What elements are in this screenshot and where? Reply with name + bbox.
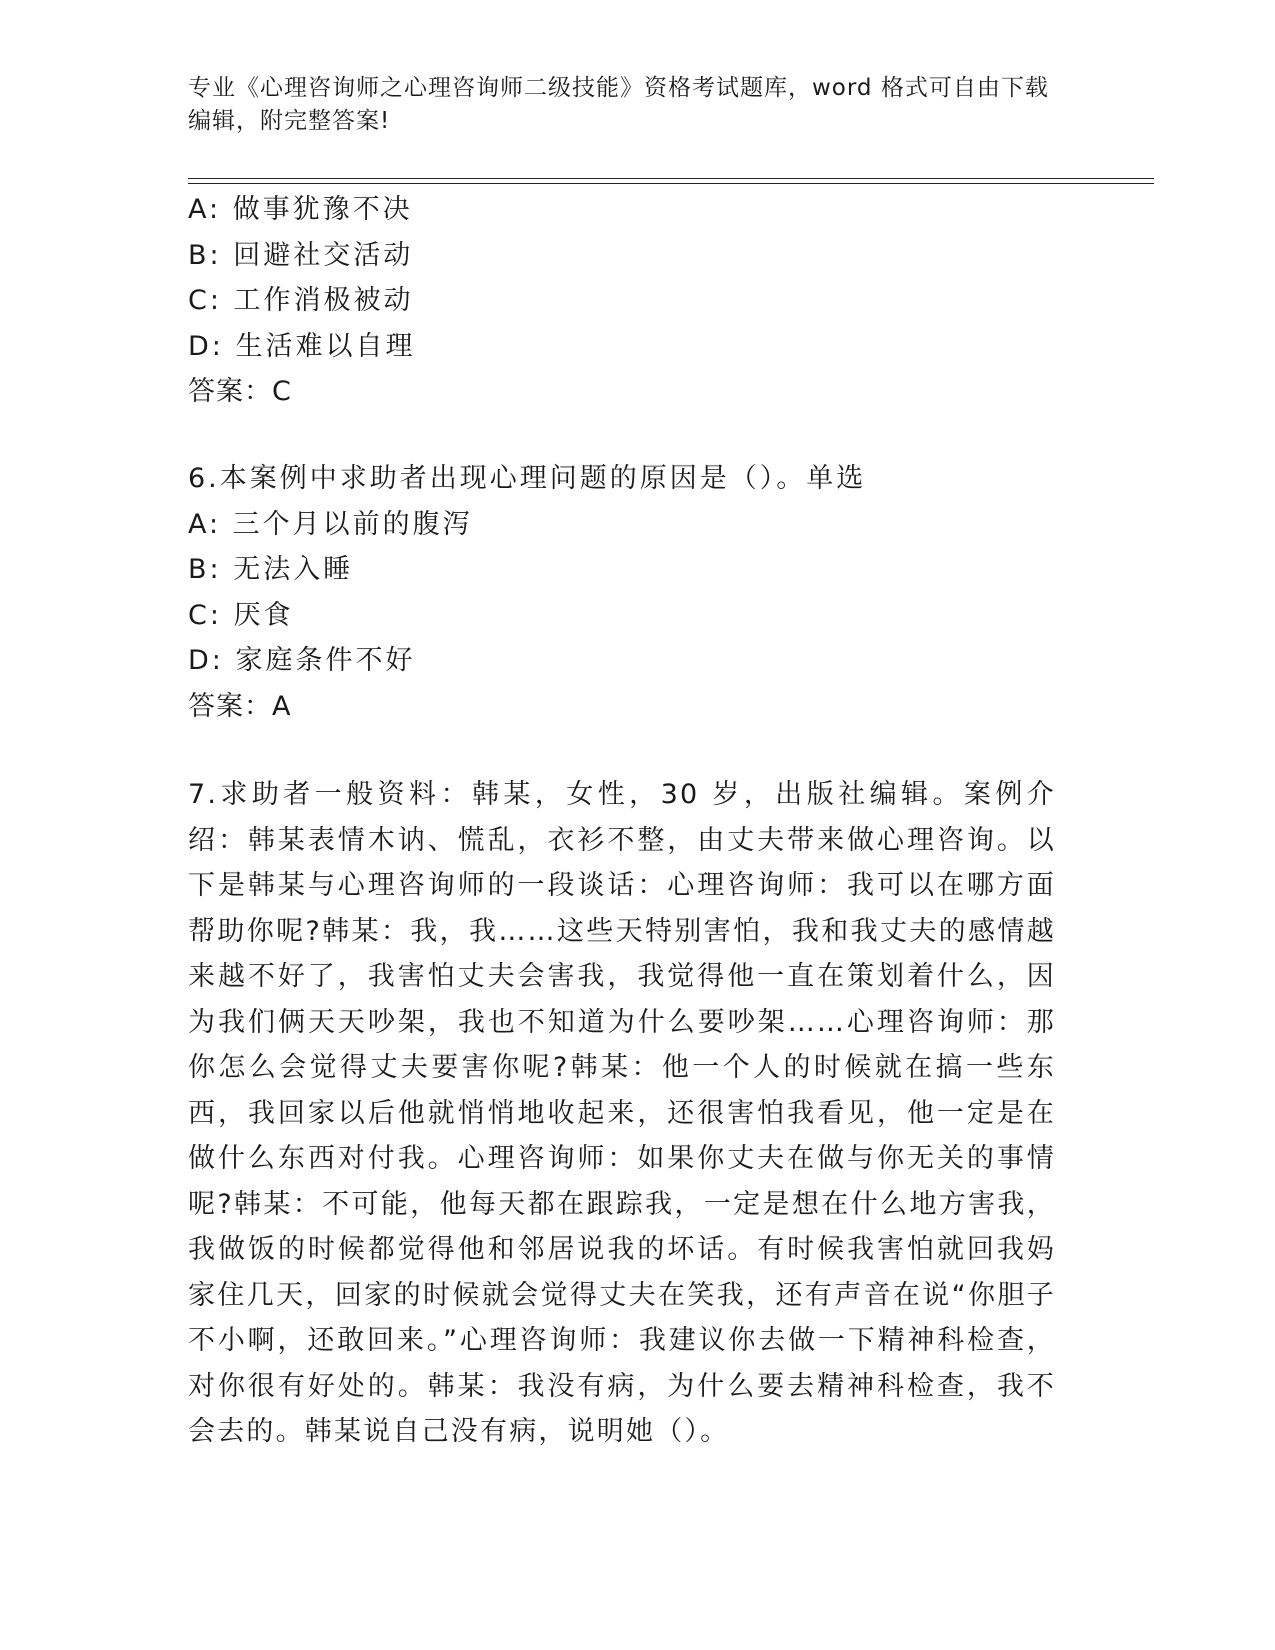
question-5-block: [188, 187, 1068, 415]
answer-line: 答案：C: [188, 376, 292, 407]
option-a: A: 三个月以前的腹泻: [188, 508, 473, 540]
header-line-1: 专业《心理咨询师之心理咨询师二级技能》资格考试题库，word 格式可自由下载: [188, 75, 1049, 101]
option-c: C: 工作消极被动: [188, 285, 414, 316]
document-header: [188, 72, 1088, 138]
header-divider-top: [188, 178, 1154, 179]
option-d: D: 生活难以自理: [188, 330, 416, 362]
header-line-2: 编辑，附完整答案!: [188, 108, 391, 134]
question-7-block: [188, 772, 1056, 1455]
option-b: B: 无法入睡: [188, 554, 354, 585]
option-d: D: 家庭条件不好: [188, 645, 416, 676]
option-a: A: 做事犹豫不决: [188, 194, 413, 225]
question-stem: 6.本案例中求助者出现心理问题的原因是（）。单选: [188, 463, 867, 494]
question-6-block: [188, 456, 1068, 729]
option-b: B: 回避社交活动: [188, 239, 414, 271]
question-7-text: 7.求助者一般资料：韩某，女性，30 岁，出版社编辑。案例介绍：韩某表情木讷、慌乱，衣衫不整，由丈夫带来做心理咨询。以下是韩某与心理咨询师的一段谈话：心理咨询师：我可以在哪方面帮助你呢?韩某：我，我……这些天特别害怕，我和我丈夫的感情越来越不好了，我害怕丈夫会害我，我觉得他一直在策划着什么，因为我们俩天天吵架，我也不知道为什么要吵架……心理咨询师：那你怎么会觉得丈夫要害你呢?韩某：他一个人的时候就在搞一些东西，我回家以后他就悄悄地收起来，还很害怕我看见，他一定是在做什么东西对付我。心理咨询师：如果你丈夫在做与你无关的事情呢?韩某：不可能，他每天都在跟踪我，一定是想在什么地方害我，我做饭的时候都觉得他和邻居说我的坏话。有时候我害怕就回我妈家住几天，回家的时候就会觉得丈夫在笑我，还有声音在说“你胆子不小啊，还敢回来。”心理咨询师：我建议你去做一下精神科检查，对你很有好处的。韩某：我没有病，为什么要去精神科检查，我不会去的。韩某说自己没有病，说明她（）。: [188, 779, 1056, 1447]
answer-line: 答案：A: [188, 690, 292, 722]
header-divider-bottom: [188, 183, 1154, 184]
option-c: C: 厌食: [188, 599, 294, 631]
